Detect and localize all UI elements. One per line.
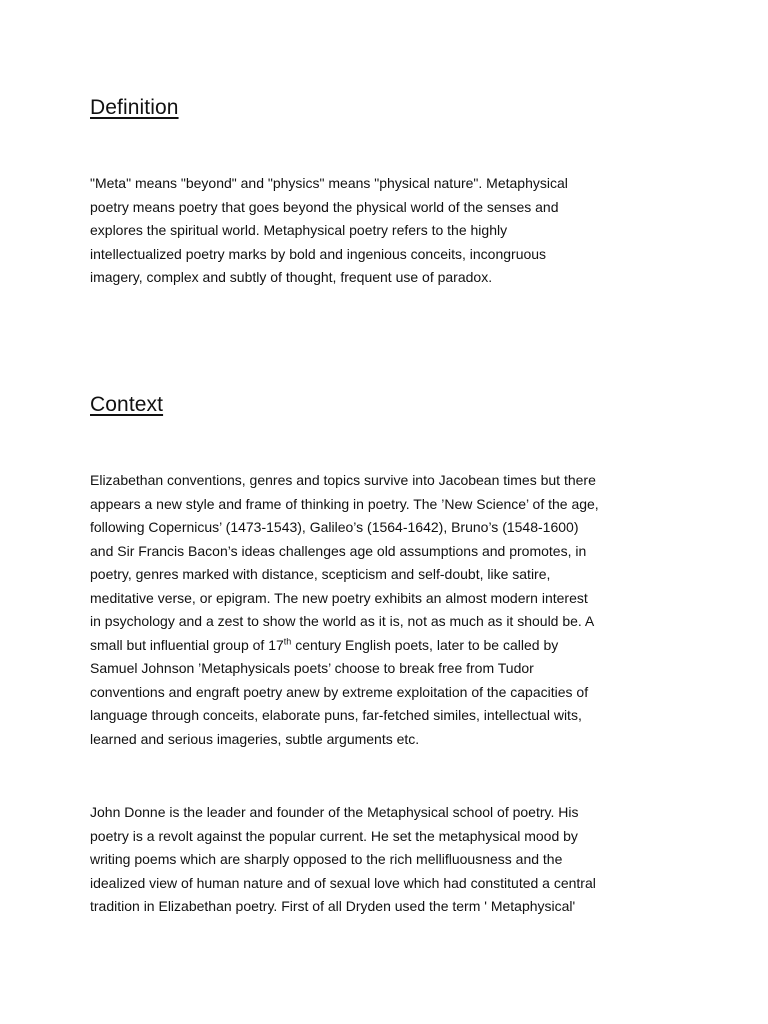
context-paragraph xyxy=(90,469,690,751)
text-segment: century English poets, later to be called by xyxy=(291,636,559,653)
text-line: intellectualized poetry marks by bold and ingenious conceits, incongruous xyxy=(90,245,547,262)
text-line: learned and serious imageries, subtle arguments etc. xyxy=(90,730,420,747)
text-line: explores the spiritual world. Metaphysical poetry refers to the highly xyxy=(90,222,508,238)
text-line: Samuel Johnson ’Metaphysicals poets’ choose to break free from Tudor xyxy=(90,660,534,676)
text-line: poetry is a revolt against the popular current. He set the metaphysical mood by xyxy=(90,827,578,844)
definition-heading: Definition xyxy=(90,96,179,119)
text-line: Elizabethan conventions, genres and topics survive into Jacobean times but there xyxy=(90,472,596,488)
ordinal-superscript: th xyxy=(283,635,292,646)
text-line: "Meta" means "beyond" and "physics" means "physical nature". Metaphysical xyxy=(90,175,568,191)
donne-paragraph xyxy=(90,801,690,919)
context-heading: Context xyxy=(90,393,164,416)
text-line-with-superscript xyxy=(90,634,690,658)
text-line: meditative verse, or epigram. The new poetry exhibits an almost modern interest xyxy=(90,589,588,606)
text-line: writing poems which are sharply opposed to the rich mellifluousness and the xyxy=(90,851,563,867)
text-line: language through conceits, elaborate puns, far-fetched similes, intellectual wits, xyxy=(90,707,582,723)
text-line: poetry means poetry that goes beyond the physical world of the senses and xyxy=(90,198,559,215)
text-line: John Donne is the leader and founder of the Metaphysical school of poetry. His xyxy=(90,804,579,820)
text-segment: small but influential group of 17 xyxy=(90,636,284,653)
text-line: poetry, genres marked with distance, scepticism and self-doubt, like satire, xyxy=(90,566,551,582)
text-line: tradition in Elizabethan poetry. First of all Dryden used the term ' Metaphysical' xyxy=(90,898,576,914)
text-line: in psychology and a zest to show the world as it is, not as much as it should be. A xyxy=(90,613,595,629)
text-line: idealized view of human nature and of sexual love which had constituted a central xyxy=(90,874,596,891)
text-line: imagery, complex and subtly of thought, frequent use of paradox. xyxy=(90,269,493,285)
text-line: following Copernicus’ (1473-1543), Galileo’s (1564-1642), Bruno’s (1548-1600) xyxy=(90,519,579,535)
text-line: appears a new style and frame of thinking in poetry. The ’New Science’ of the age, xyxy=(90,495,599,512)
definition-paragraph xyxy=(90,172,690,290)
text-line: and Sir Francis Bacon’s ideas challenges age old assumptions and promotes, in xyxy=(90,542,587,559)
text-line: conventions and engraft poetry anew by extreme exploitation of the capacities of xyxy=(90,683,589,700)
